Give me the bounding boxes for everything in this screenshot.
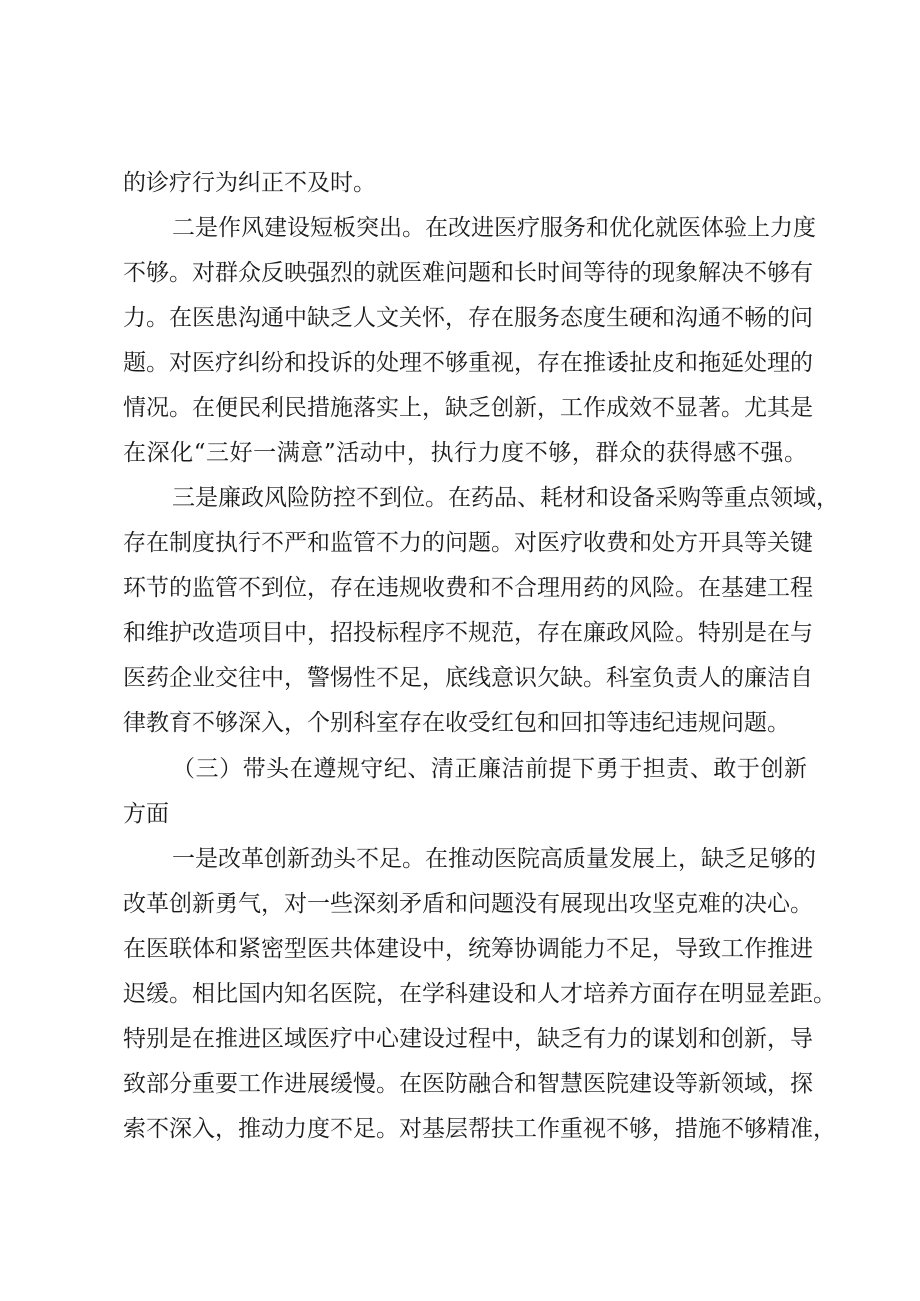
paragraph-start: 一是改革创新劲头不足。在推动医院高质量发展上，缺乏足够的	[172, 846, 816, 872]
text-line: 题。对医疗纠纷和投诉的处理不够重视，存在推诿扯皮和拖延处理的	[123, 350, 813, 376]
text-line: 在深化“三好一满意”活动中，执行力度不够，群众的获得感不强。	[123, 440, 807, 466]
text-line: 和维护改造项目中，招投标程序不规范，存在廉政风险。特别是在与	[123, 620, 813, 646]
text-line: 律教育不够深入，个别科室存在收受红包和回扣等违纪违规问题。	[123, 710, 790, 736]
text-line: 医药企业交往中，警惕性不足，底线意识欠缺。科室负责人的廉洁自	[123, 665, 813, 691]
paragraph-start: 二是作风建设短板突出。在改进医疗服务和优化就医体验上力度	[172, 215, 816, 241]
paragraph-start: 三是廉政风险防控不到位。在药品、耗材和设备采购等重点领域，	[172, 485, 839, 511]
text-line: 迟缓。相比国内知名医院，在学科建设和人才培养方面存在明显差距。	[123, 981, 836, 1007]
text-line: 的诊疗行为纠正不及时。	[123, 170, 376, 196]
section-heading: （三）带头在遵规守纪、清正廉洁前提下勇于担责、敢于创新	[172, 756, 807, 782]
text-line: 情况。在便民利民措施落实上，缺乏创新，工作成效不显著。尤其是	[123, 395, 813, 421]
text-line: 改革创新勇气，对一些深刻矛盾和问题没有展现出攻坚克难的决心。	[123, 891, 813, 917]
text-line: 致部分重要工作进展缓慢。在医防融合和智慧医院建设等新领域，探	[123, 1071, 813, 1097]
text-line: 存在制度执行不严和监管不力的问题。对医疗收费和处方开具等关键	[123, 530, 813, 556]
section-heading-cont: 方面	[123, 801, 169, 827]
text-line: 特别是在推进区域医疗中心建设过程中，缺乏有力的谋划和创新，导	[123, 1026, 813, 1052]
text-line: 力。在医患沟通中缺乏人文关怀，存在服务态度生硬和沟通不畅的问	[123, 305, 813, 331]
text-line: 环节的监管不到位，存在违规收费和不合理用药的风险。在基建工程	[123, 575, 813, 601]
text-line: 在医联体和紧密型医共体建设中，统筹协调能力不足，导致工作推进	[123, 936, 813, 962]
text-line: 索不深入，推动力度不足。对基层帮扶工作重视不够，措施不够精准，	[123, 1116, 836, 1142]
text-line: 不够。对群众反映强烈的就医难问题和长时间等待的现象解决不够有	[123, 260, 813, 286]
